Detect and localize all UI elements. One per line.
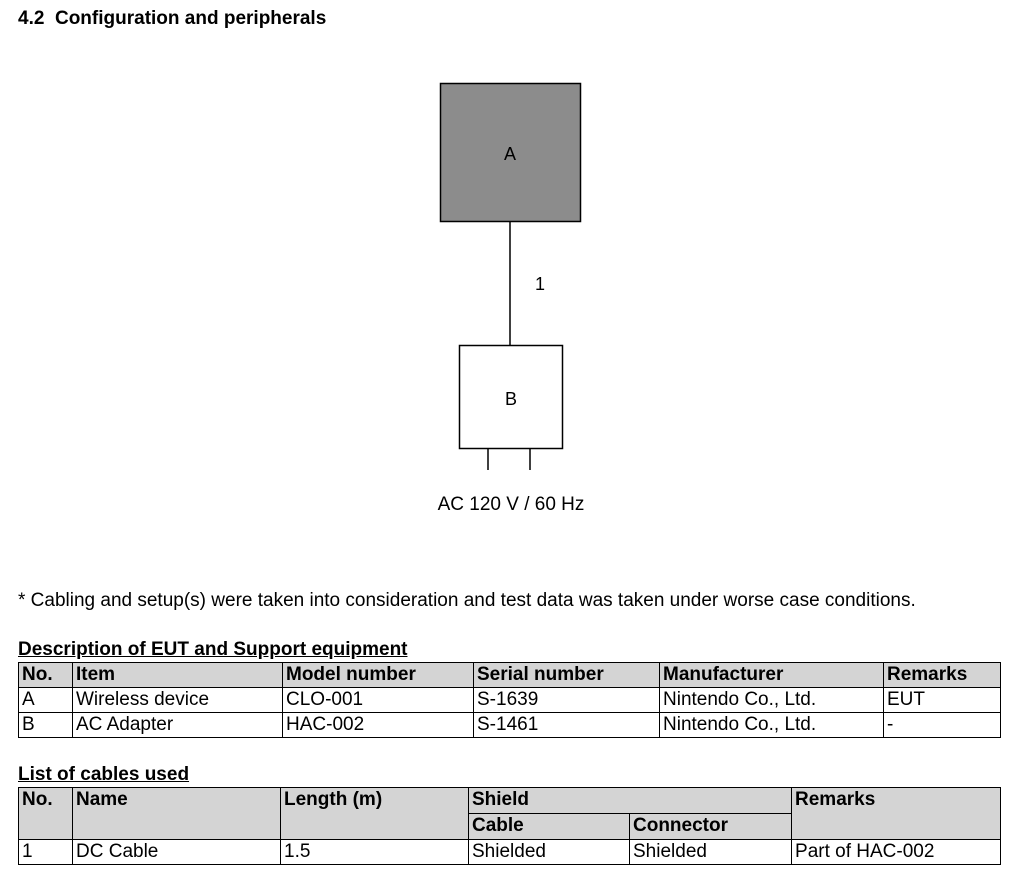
cell-no: 1 <box>19 840 73 865</box>
header-cable: Cable <box>469 814 630 840</box>
header-model-number: Model number <box>283 663 474 688</box>
cell-model-number: CLO-001 <box>283 688 474 713</box>
table-row <box>19 688 1001 713</box>
header-serial-number: Serial number <box>474 663 660 688</box>
section-title: Configuration and peripherals <box>54 8 327 29</box>
cable-table-caption: List of cables used <box>18 764 190 785</box>
cell-no: B <box>19 713 73 738</box>
header-shield: Shield <box>469 788 792 814</box>
header-connector: Connector <box>630 814 792 840</box>
cell-cable-shield: Shielded <box>469 840 630 865</box>
table-header-row <box>19 788 1001 814</box>
cell-manufacturer: Nintendo Co., Ltd. <box>660 688 884 713</box>
cell-item: AC Adapter <box>73 713 283 738</box>
section-number: 4.2 <box>18 8 45 29</box>
cell-remarks: - <box>884 713 1001 738</box>
cell-name: DC Cable <box>73 840 281 865</box>
header-no: No. <box>19 788 73 840</box>
cell-length: 1.5 <box>281 840 469 865</box>
cabling-note: * Cabling and setup(s) were taken into consideration and test data was taken under worse case conditions. <box>18 590 916 611</box>
header-name: Name <box>73 788 281 840</box>
header-no: No. <box>19 663 73 688</box>
header-remarks: Remarks <box>792 788 1001 840</box>
header-remarks: Remarks <box>884 663 1001 688</box>
header-manufacturer: Manufacturer <box>660 663 884 688</box>
cable-table <box>18 787 1001 865</box>
header-length: Length (m) <box>281 788 469 840</box>
cable-label: 1 <box>534 274 546 294</box>
cell-manufacturer: Nintendo Co., Ltd. <box>660 713 884 738</box>
cell-no: A <box>19 688 73 713</box>
table-header-row <box>19 663 1001 688</box>
cell-connector-shield: Shielded <box>630 840 792 865</box>
cell-item: Wireless device <box>73 688 283 713</box>
cell-model-number: HAC-002 <box>283 713 474 738</box>
cell-remarks: EUT <box>884 688 1001 713</box>
eut-table-caption: Description of EUT and Support equipment <box>18 639 408 660</box>
box-a-label: A <box>503 144 517 164</box>
power-label: AC 120 V / 60 Hz <box>437 494 585 515</box>
cell-serial-number: S-1639 <box>474 688 660 713</box>
cell-serial-number: S-1461 <box>474 713 660 738</box>
table-row <box>19 840 1001 865</box>
table-row <box>19 713 1001 738</box>
eut-table <box>18 662 1001 738</box>
cell-remarks: Part of HAC-002 <box>792 840 1001 865</box>
box-b-label: B <box>504 389 518 409</box>
header-item: Item <box>73 663 283 688</box>
